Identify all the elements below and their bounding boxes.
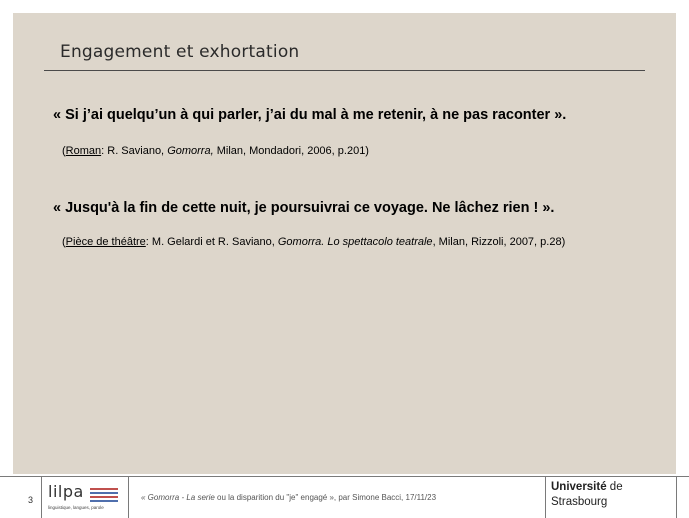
logo-bar	[90, 488, 118, 490]
ref2-work: Gomorra. Lo spettacolo teatrale	[277, 236, 433, 248]
logo-bar	[90, 500, 118, 502]
reference-2	[62, 236, 565, 248]
ref1-open: (	[62, 145, 66, 157]
footer-caption	[141, 493, 436, 502]
ref2-mid: : M. Gelardi et R. Saviano,	[145, 236, 278, 248]
logo-bar	[90, 496, 118, 498]
caption-italic: « Gomorra - La serie	[141, 493, 215, 502]
logo-bar	[90, 492, 118, 494]
slide-footer	[0, 476, 689, 518]
slide-title: Engagement et exhortation	[60, 42, 300, 62]
university-de: de	[606, 481, 623, 493]
ref1-rest: Milan, Mondadori, 2006, p.201)	[213, 145, 369, 157]
ref1-mid: : R. Saviano,	[101, 145, 168, 157]
logo-subtitle: linguistique, langues, parole	[48, 505, 104, 510]
lilpa-logo	[46, 482, 122, 514]
quote-1: « Si j’ai quelqu’un à qui parler, j’ai du mal à me retenir, à ne pas raconter ».	[53, 107, 567, 123]
footer-divider	[41, 477, 42, 518]
page-number: 3	[28, 495, 34, 505]
ref1-work: Gomorra,	[167, 145, 214, 157]
footer-divider	[545, 477, 546, 518]
ref2-open: (	[62, 236, 66, 248]
ref1-label: Roman	[65, 145, 102, 157]
title-divider	[44, 70, 645, 71]
ref2-rest: , Milan, Rizzoli, 2007, p.28)	[432, 236, 566, 248]
footer-divider	[676, 477, 677, 518]
footer-divider	[128, 477, 129, 518]
university-logo	[551, 480, 623, 510]
university-city: Strasbourg	[551, 496, 608, 508]
logo-text: lilpa	[48, 482, 84, 501]
slide-canvas	[13, 13, 676, 474]
ref2-label: Pièce de théâtre	[65, 236, 146, 248]
caption-rest: ou la disparition du "je" engagé », par Simone Bacci, 17/11/23	[214, 493, 437, 502]
quote-2: « Jusqu'à la fin de cette nuit, je poursuivrai ce voyage. Ne lâchez rien ! ».	[53, 200, 555, 216]
reference-1	[62, 145, 369, 157]
university-bold: Université	[551, 481, 607, 493]
logo-bars-icon	[90, 488, 118, 502]
